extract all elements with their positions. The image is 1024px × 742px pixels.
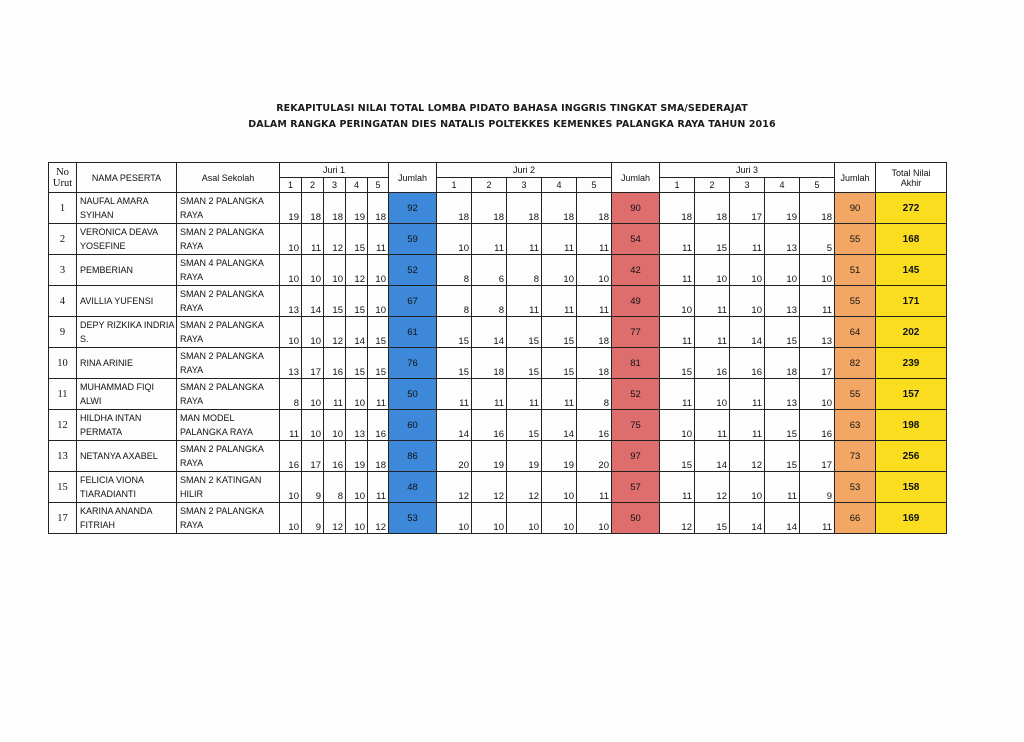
header-juri-3-criterion-5: 5	[800, 178, 835, 193]
cell-juri-1-score: 11	[368, 379, 389, 410]
cell-juri-2-score: 20	[577, 441, 612, 472]
cell-juri-3-score: 18	[800, 193, 835, 224]
cell-no-urut: 10	[49, 348, 77, 379]
cell-juri-2-score: 10	[577, 503, 612, 534]
cell-juri-2-score: 16	[577, 410, 612, 441]
cell-juri-1-score: 15	[346, 348, 368, 379]
cell-juri-3-score: 18	[765, 348, 800, 379]
score-table-body	[49, 193, 947, 534]
cell-juri-2-score: 15	[507, 348, 542, 379]
table-row	[49, 193, 947, 224]
cell-jumlah-juri-2: 52	[612, 379, 660, 410]
cell-jumlah-juri-1: 76	[389, 348, 437, 379]
cell-juri-2-score: 8	[472, 286, 507, 317]
cell-juri-1-score: 10	[280, 255, 302, 286]
cell-jumlah-juri-2: 50	[612, 503, 660, 534]
cell-jumlah-juri-2: 97	[612, 441, 660, 472]
cell-nama-peserta: PEMBERIAN	[77, 255, 177, 286]
cell-juri-1-score: 9	[302, 472, 324, 503]
header-juri-3-criterion-3: 3	[730, 178, 765, 193]
header-juri-1: Juri 1	[280, 163, 389, 178]
cell-jumlah-juri-3: 55	[835, 379, 876, 410]
cell-juri-1-score: 17	[302, 441, 324, 472]
cell-juri-2-score: 10	[507, 503, 542, 534]
cell-juri-1-score: 11	[368, 224, 389, 255]
cell-juri-1-score: 16	[368, 410, 389, 441]
cell-juri-3-score: 11	[660, 317, 695, 348]
cell-juri-3-score: 18	[695, 193, 730, 224]
cell-jumlah-juri-1: 53	[389, 503, 437, 534]
cell-juri-1-score: 13	[280, 348, 302, 379]
cell-juri-1-score: 15	[346, 224, 368, 255]
cell-jumlah-juri-2: 42	[612, 255, 660, 286]
cell-juri-3-score: 15	[695, 503, 730, 534]
cell-juri-2-score: 18	[542, 193, 577, 224]
cell-juri-3-score: 10	[730, 472, 765, 503]
cell-jumlah-juri-1: 61	[389, 317, 437, 348]
cell-juri-1-score: 11	[368, 472, 389, 503]
cell-no-urut: 17	[49, 503, 77, 534]
cell-juri-2-score: 8	[507, 255, 542, 286]
cell-juri-2-score: 19	[507, 441, 542, 472]
cell-juri-2-score: 14	[472, 317, 507, 348]
cell-juri-3-score: 12	[660, 503, 695, 534]
cell-juri-2-score: 10	[542, 255, 577, 286]
cell-jumlah-juri-2: 81	[612, 348, 660, 379]
cell-nama-peserta: FELICIA VIONA TIARADIANTI	[77, 472, 177, 503]
header-juri-2-criterion-3: 3	[507, 178, 542, 193]
cell-juri-2-score: 8	[437, 286, 472, 317]
cell-total-nilai-akhir: 198	[876, 410, 947, 441]
cell-total-nilai-akhir: 202	[876, 317, 947, 348]
header-juri-3-criterion-1: 1	[660, 178, 695, 193]
cell-juri-1-score: 11	[302, 224, 324, 255]
cell-nama-peserta: AVILLIA YUFENSI	[77, 286, 177, 317]
cell-juri-3-score: 10	[730, 255, 765, 286]
cell-juri-1-score: 12	[324, 503, 346, 534]
cell-juri-2-score: 14	[437, 410, 472, 441]
cell-juri-3-score: 10	[660, 410, 695, 441]
cell-jumlah-juri-1: 92	[389, 193, 437, 224]
header-juri-1-criterion-2: 2	[302, 178, 324, 193]
cell-total-nilai-akhir: 169	[876, 503, 947, 534]
cell-juri-2-score: 11	[542, 224, 577, 255]
cell-total-nilai-akhir: 157	[876, 379, 947, 410]
cell-jumlah-juri-3: 73	[835, 441, 876, 472]
cell-juri-1-score: 15	[324, 286, 346, 317]
header-juri-2-criterion-2: 2	[472, 178, 507, 193]
cell-juri-1-score: 18	[368, 193, 389, 224]
cell-juri-1-score: 14	[302, 286, 324, 317]
cell-juri-2-score: 18	[472, 193, 507, 224]
cell-juri-2-score: 10	[437, 224, 472, 255]
cell-juri-3-score: 15	[765, 410, 800, 441]
cell-nama-peserta: HILDHA INTAN PERMATA	[77, 410, 177, 441]
cell-juri-3-score: 10	[730, 286, 765, 317]
cell-juri-3-score: 11	[730, 410, 765, 441]
cell-juri-2-score: 12	[507, 472, 542, 503]
cell-nama-peserta: NETANYA AXABEL	[77, 441, 177, 472]
header-jumlah-1: Jumlah	[389, 163, 437, 193]
table-row	[49, 286, 947, 317]
cell-jumlah-juri-3: 53	[835, 472, 876, 503]
cell-juri-2-score: 12	[472, 472, 507, 503]
cell-juri-3-score: 11	[800, 286, 835, 317]
cell-juri-1-score: 10	[280, 224, 302, 255]
cell-juri-1-score: 10	[280, 503, 302, 534]
cell-juri-1-score: 13	[346, 410, 368, 441]
table-row	[49, 503, 947, 534]
cell-nama-peserta: RINA ARINIE	[77, 348, 177, 379]
cell-juri-2-score: 11	[437, 379, 472, 410]
cell-juri-3-score: 14	[695, 441, 730, 472]
cell-total-nilai-akhir: 239	[876, 348, 947, 379]
cell-juri-3-score: 11	[695, 317, 730, 348]
cell-juri-2-score: 11	[507, 379, 542, 410]
cell-juri-1-score: 16	[324, 348, 346, 379]
cell-no-urut: 11	[49, 379, 77, 410]
cell-jumlah-juri-1: 60	[389, 410, 437, 441]
cell-juri-1-score: 10	[324, 410, 346, 441]
cell-juri-2-score: 10	[542, 472, 577, 503]
cell-juri-2-score: 18	[577, 348, 612, 379]
cell-juri-1-score: 19	[346, 441, 368, 472]
header-juri-2: Juri 2	[437, 163, 612, 178]
cell-total-nilai-akhir: 158	[876, 472, 947, 503]
cell-juri-1-score: 10	[302, 317, 324, 348]
cell-no-urut: 1	[49, 193, 77, 224]
header-juri-2-criterion-1: 1	[437, 178, 472, 193]
cell-jumlah-juri-3: 82	[835, 348, 876, 379]
header-jumlah-3: Jumlah	[835, 163, 876, 193]
table-row	[49, 317, 947, 348]
cell-no-urut: 12	[49, 410, 77, 441]
cell-asal-sekolah: SMAN 4 PALANGKA RAYA	[177, 255, 280, 286]
cell-nama-peserta: VERONICA DEAVA YOSEFINE	[77, 224, 177, 255]
cell-juri-3-score: 14	[765, 503, 800, 534]
cell-juri-2-score: 20	[437, 441, 472, 472]
header-total-nilai-akhir: Total Nilai Akhir	[876, 163, 947, 193]
cell-no-urut: 2	[49, 224, 77, 255]
header-juri-1-criterion-4: 4	[346, 178, 368, 193]
cell-juri-3-score: 14	[730, 317, 765, 348]
cell-juri-3-score: 11	[800, 503, 835, 534]
cell-juri-2-score: 8	[577, 379, 612, 410]
cell-juri-1-score: 18	[302, 193, 324, 224]
cell-juri-2-score: 11	[577, 224, 612, 255]
cell-juri-3-score: 10	[800, 379, 835, 410]
header-juri-1-criterion-3: 3	[324, 178, 346, 193]
cell-juri-3-score: 10	[695, 379, 730, 410]
cell-jumlah-juri-3: 51	[835, 255, 876, 286]
cell-juri-3-score: 15	[660, 348, 695, 379]
cell-juri-3-score: 18	[660, 193, 695, 224]
cell-juri-1-score: 19	[280, 193, 302, 224]
header-juri-1-criterion-1: 1	[280, 178, 302, 193]
cell-juri-2-score: 11	[542, 379, 577, 410]
cell-juri-2-score: 11	[577, 286, 612, 317]
cell-juri-1-score: 15	[368, 317, 389, 348]
cell-juri-3-score: 12	[695, 472, 730, 503]
cell-juri-3-score: 11	[660, 224, 695, 255]
table-row	[49, 472, 947, 503]
cell-juri-1-score: 11	[280, 410, 302, 441]
cell-juri-3-score: 11	[765, 472, 800, 503]
cell-jumlah-juri-2: 57	[612, 472, 660, 503]
cell-juri-2-score: 11	[472, 379, 507, 410]
cell-jumlah-juri-2: 90	[612, 193, 660, 224]
cell-juri-2-score: 8	[437, 255, 472, 286]
cell-jumlah-juri-3: 63	[835, 410, 876, 441]
table-row	[49, 410, 947, 441]
cell-juri-3-score: 11	[660, 472, 695, 503]
cell-jumlah-juri-1: 50	[389, 379, 437, 410]
cell-juri-2-score: 18	[577, 193, 612, 224]
cell-juri-1-score: 10	[346, 379, 368, 410]
document-title-line-1: REKAPITULASI NILAI TOTAL LOMBA PIDATO BAHASA INGGRIS TINGKAT SMA/SEDERAJAT	[276, 103, 748, 114]
cell-juri-2-score: 10	[542, 503, 577, 534]
cell-juri-1-score: 8	[280, 379, 302, 410]
cell-asal-sekolah: SMAN 2 PALANGKA RAYA	[177, 348, 280, 379]
cell-jumlah-juri-3: 66	[835, 503, 876, 534]
cell-nama-peserta: KARINA ANANDA FITRIAH	[77, 503, 177, 534]
cell-juri-1-score: 13	[280, 286, 302, 317]
cell-juri-3-score: 11	[695, 286, 730, 317]
cell-jumlah-juri-1: 67	[389, 286, 437, 317]
cell-juri-1-score: 12	[368, 503, 389, 534]
cell-juri-1-score: 10	[302, 255, 324, 286]
cell-juri-2-score: 19	[542, 441, 577, 472]
cell-no-urut: 13	[49, 441, 77, 472]
cell-total-nilai-akhir: 272	[876, 193, 947, 224]
cell-juri-1-score: 10	[280, 472, 302, 503]
cell-jumlah-juri-3: 55	[835, 286, 876, 317]
cell-juri-2-score: 12	[437, 472, 472, 503]
cell-asal-sekolah: SMAN 2 PALANGKA RAYA	[177, 503, 280, 534]
cell-juri-3-score: 10	[695, 255, 730, 286]
cell-juri-3-score: 11	[660, 379, 695, 410]
cell-juri-3-score: 10	[660, 286, 695, 317]
cell-juri-3-score: 15	[660, 441, 695, 472]
header-juri-2-criterion-5: 5	[577, 178, 612, 193]
cell-juri-2-score: 15	[437, 317, 472, 348]
header-row-1	[49, 163, 947, 178]
table-row	[49, 441, 947, 472]
cell-juri-2-score: 11	[507, 286, 542, 317]
score-table	[48, 162, 947, 534]
cell-juri-3-score: 13	[765, 286, 800, 317]
header-juri-1-criterion-5: 5	[368, 178, 389, 193]
cell-juri-2-score: 11	[507, 224, 542, 255]
cell-juri-2-score: 18	[507, 193, 542, 224]
cell-juri-2-score: 10	[472, 503, 507, 534]
cell-juri-1-score: 10	[302, 379, 324, 410]
cell-juri-2-score: 11	[577, 472, 612, 503]
cell-juri-1-score: 16	[324, 441, 346, 472]
cell-jumlah-juri-1: 48	[389, 472, 437, 503]
cell-juri-3-score: 11	[695, 410, 730, 441]
cell-juri-3-score: 16	[800, 410, 835, 441]
cell-juri-2-score: 10	[437, 503, 472, 534]
header-juri-3: Juri 3	[660, 163, 835, 178]
cell-juri-1-score: 16	[280, 441, 302, 472]
cell-juri-2-score: 11	[472, 224, 507, 255]
cell-juri-3-score: 17	[800, 348, 835, 379]
cell-jumlah-juri-2: 54	[612, 224, 660, 255]
cell-juri-3-score: 16	[730, 348, 765, 379]
header-juri-3-criterion-4: 4	[765, 178, 800, 193]
cell-juri-2-score: 15	[542, 317, 577, 348]
cell-juri-2-score: 11	[542, 286, 577, 317]
cell-nama-peserta: NAUFAL AMARA SYIHAN	[77, 193, 177, 224]
cell-juri-1-score: 10	[368, 255, 389, 286]
document-title-line-2: DALAM RANGKA PERINGATAN DIES NATALIS POLTEKKES KEMENKES PALANGKA RAYA TAHUN 2016	[248, 119, 776, 130]
cell-juri-3-score: 10	[765, 255, 800, 286]
cell-juri-2-score: 15	[542, 348, 577, 379]
cell-juri-3-score: 12	[730, 441, 765, 472]
cell-juri-1-score: 10	[346, 472, 368, 503]
cell-jumlah-juri-3: 55	[835, 224, 876, 255]
cell-juri-1-score: 12	[346, 255, 368, 286]
cell-total-nilai-akhir: 145	[876, 255, 947, 286]
cell-juri-1-score: 10	[368, 286, 389, 317]
cell-juri-1-score: 11	[324, 379, 346, 410]
header-asal-sekolah: Asal Sekolah	[177, 163, 280, 193]
cell-juri-1-score: 17	[302, 348, 324, 379]
cell-juri-1-score: 15	[346, 286, 368, 317]
cell-juri-3-score: 16	[695, 348, 730, 379]
cell-juri-1-score: 14	[346, 317, 368, 348]
cell-juri-2-score: 14	[542, 410, 577, 441]
cell-juri-2-score: 15	[437, 348, 472, 379]
cell-juri-3-score: 17	[800, 441, 835, 472]
cell-jumlah-juri-3: 90	[835, 193, 876, 224]
cell-juri-3-score: 13	[765, 379, 800, 410]
cell-asal-sekolah: SMAN 2 PALANGKA RAYA	[177, 441, 280, 472]
cell-juri-1-score: 12	[324, 317, 346, 348]
header-juri-2-criterion-4: 4	[542, 178, 577, 193]
cell-juri-2-score: 15	[507, 317, 542, 348]
cell-no-urut: 3	[49, 255, 77, 286]
cell-juri-1-score: 18	[324, 193, 346, 224]
cell-asal-sekolah: SMAN 2 KATINGAN HILIR	[177, 472, 280, 503]
cell-juri-1-score: 10	[280, 317, 302, 348]
cell-asal-sekolah: MAN MODEL PALANGKA RAYA	[177, 410, 280, 441]
cell-juri-3-score: 10	[800, 255, 835, 286]
cell-juri-2-score: 10	[577, 255, 612, 286]
cell-total-nilai-akhir: 168	[876, 224, 947, 255]
cell-juri-1-score: 18	[368, 441, 389, 472]
cell-juri-2-score: 19	[472, 441, 507, 472]
cell-juri-2-score: 18	[472, 348, 507, 379]
cell-asal-sekolah: SMAN 2 PALANGKA RAYA	[177, 379, 280, 410]
cell-juri-1-score: 15	[368, 348, 389, 379]
cell-juri-1-score: 10	[324, 255, 346, 286]
cell-total-nilai-akhir: 171	[876, 286, 947, 317]
cell-juri-2-score: 18	[577, 317, 612, 348]
header-juri-3-criterion-2: 2	[695, 178, 730, 193]
cell-juri-3-score: 11	[730, 379, 765, 410]
cell-juri-2-score: 16	[472, 410, 507, 441]
cell-no-urut: 9	[49, 317, 77, 348]
cell-juri-3-score: 15	[765, 441, 800, 472]
header-nama-peserta: NAMA PESERTA	[77, 163, 177, 193]
table-row	[49, 255, 947, 286]
cell-juri-3-score: 15	[695, 224, 730, 255]
cell-juri-3-score: 9	[800, 472, 835, 503]
cell-juri-1-score: 9	[302, 503, 324, 534]
table-row	[49, 379, 947, 410]
cell-jumlah-juri-1: 52	[389, 255, 437, 286]
table-row	[49, 224, 947, 255]
cell-asal-sekolah: SMAN 2 PALANGKA RAYA	[177, 286, 280, 317]
cell-juri-1-score: 10	[302, 410, 324, 441]
cell-juri-1-score: 19	[346, 193, 368, 224]
cell-total-nilai-akhir: 256	[876, 441, 947, 472]
cell-nama-peserta: DEPY RIZKIKA INDRIA S.	[77, 317, 177, 348]
cell-jumlah-juri-1: 86	[389, 441, 437, 472]
table-row	[49, 348, 947, 379]
cell-jumlah-juri-2: 77	[612, 317, 660, 348]
header-jumlah-2: Jumlah	[612, 163, 660, 193]
cell-nama-peserta: MUHAMMAD FIQI ALWI	[77, 379, 177, 410]
cell-juri-2-score: 6	[472, 255, 507, 286]
cell-juri-1-score: 8	[324, 472, 346, 503]
cell-juri-3-score: 19	[765, 193, 800, 224]
cell-juri-3-score: 17	[730, 193, 765, 224]
cell-juri-3-score: 11	[730, 224, 765, 255]
cell-asal-sekolah: SMAN 2 PALANGKA RAYA	[177, 317, 280, 348]
header-no-urut: No Urut	[49, 163, 77, 193]
cell-juri-2-score: 15	[507, 410, 542, 441]
cell-juri-3-score: 15	[765, 317, 800, 348]
cell-asal-sekolah: SMAN 2 PALANGKA RAYA	[177, 193, 280, 224]
cell-juri-3-score: 14	[730, 503, 765, 534]
cell-jumlah-juri-1: 59	[389, 224, 437, 255]
cell-no-urut: 15	[49, 472, 77, 503]
cell-juri-3-score: 13	[765, 224, 800, 255]
cell-jumlah-juri-2: 75	[612, 410, 660, 441]
cell-juri-3-score: 11	[660, 255, 695, 286]
cell-juri-1-score: 12	[324, 224, 346, 255]
cell-asal-sekolah: SMAN 2 PALANGKA RAYA	[177, 224, 280, 255]
cell-juri-3-score: 5	[800, 224, 835, 255]
cell-juri-3-score: 13	[800, 317, 835, 348]
cell-juri-1-score: 10	[346, 503, 368, 534]
cell-no-urut: 4	[49, 286, 77, 317]
cell-jumlah-juri-3: 64	[835, 317, 876, 348]
cell-juri-2-score: 18	[437, 193, 472, 224]
cell-jumlah-juri-2: 49	[612, 286, 660, 317]
